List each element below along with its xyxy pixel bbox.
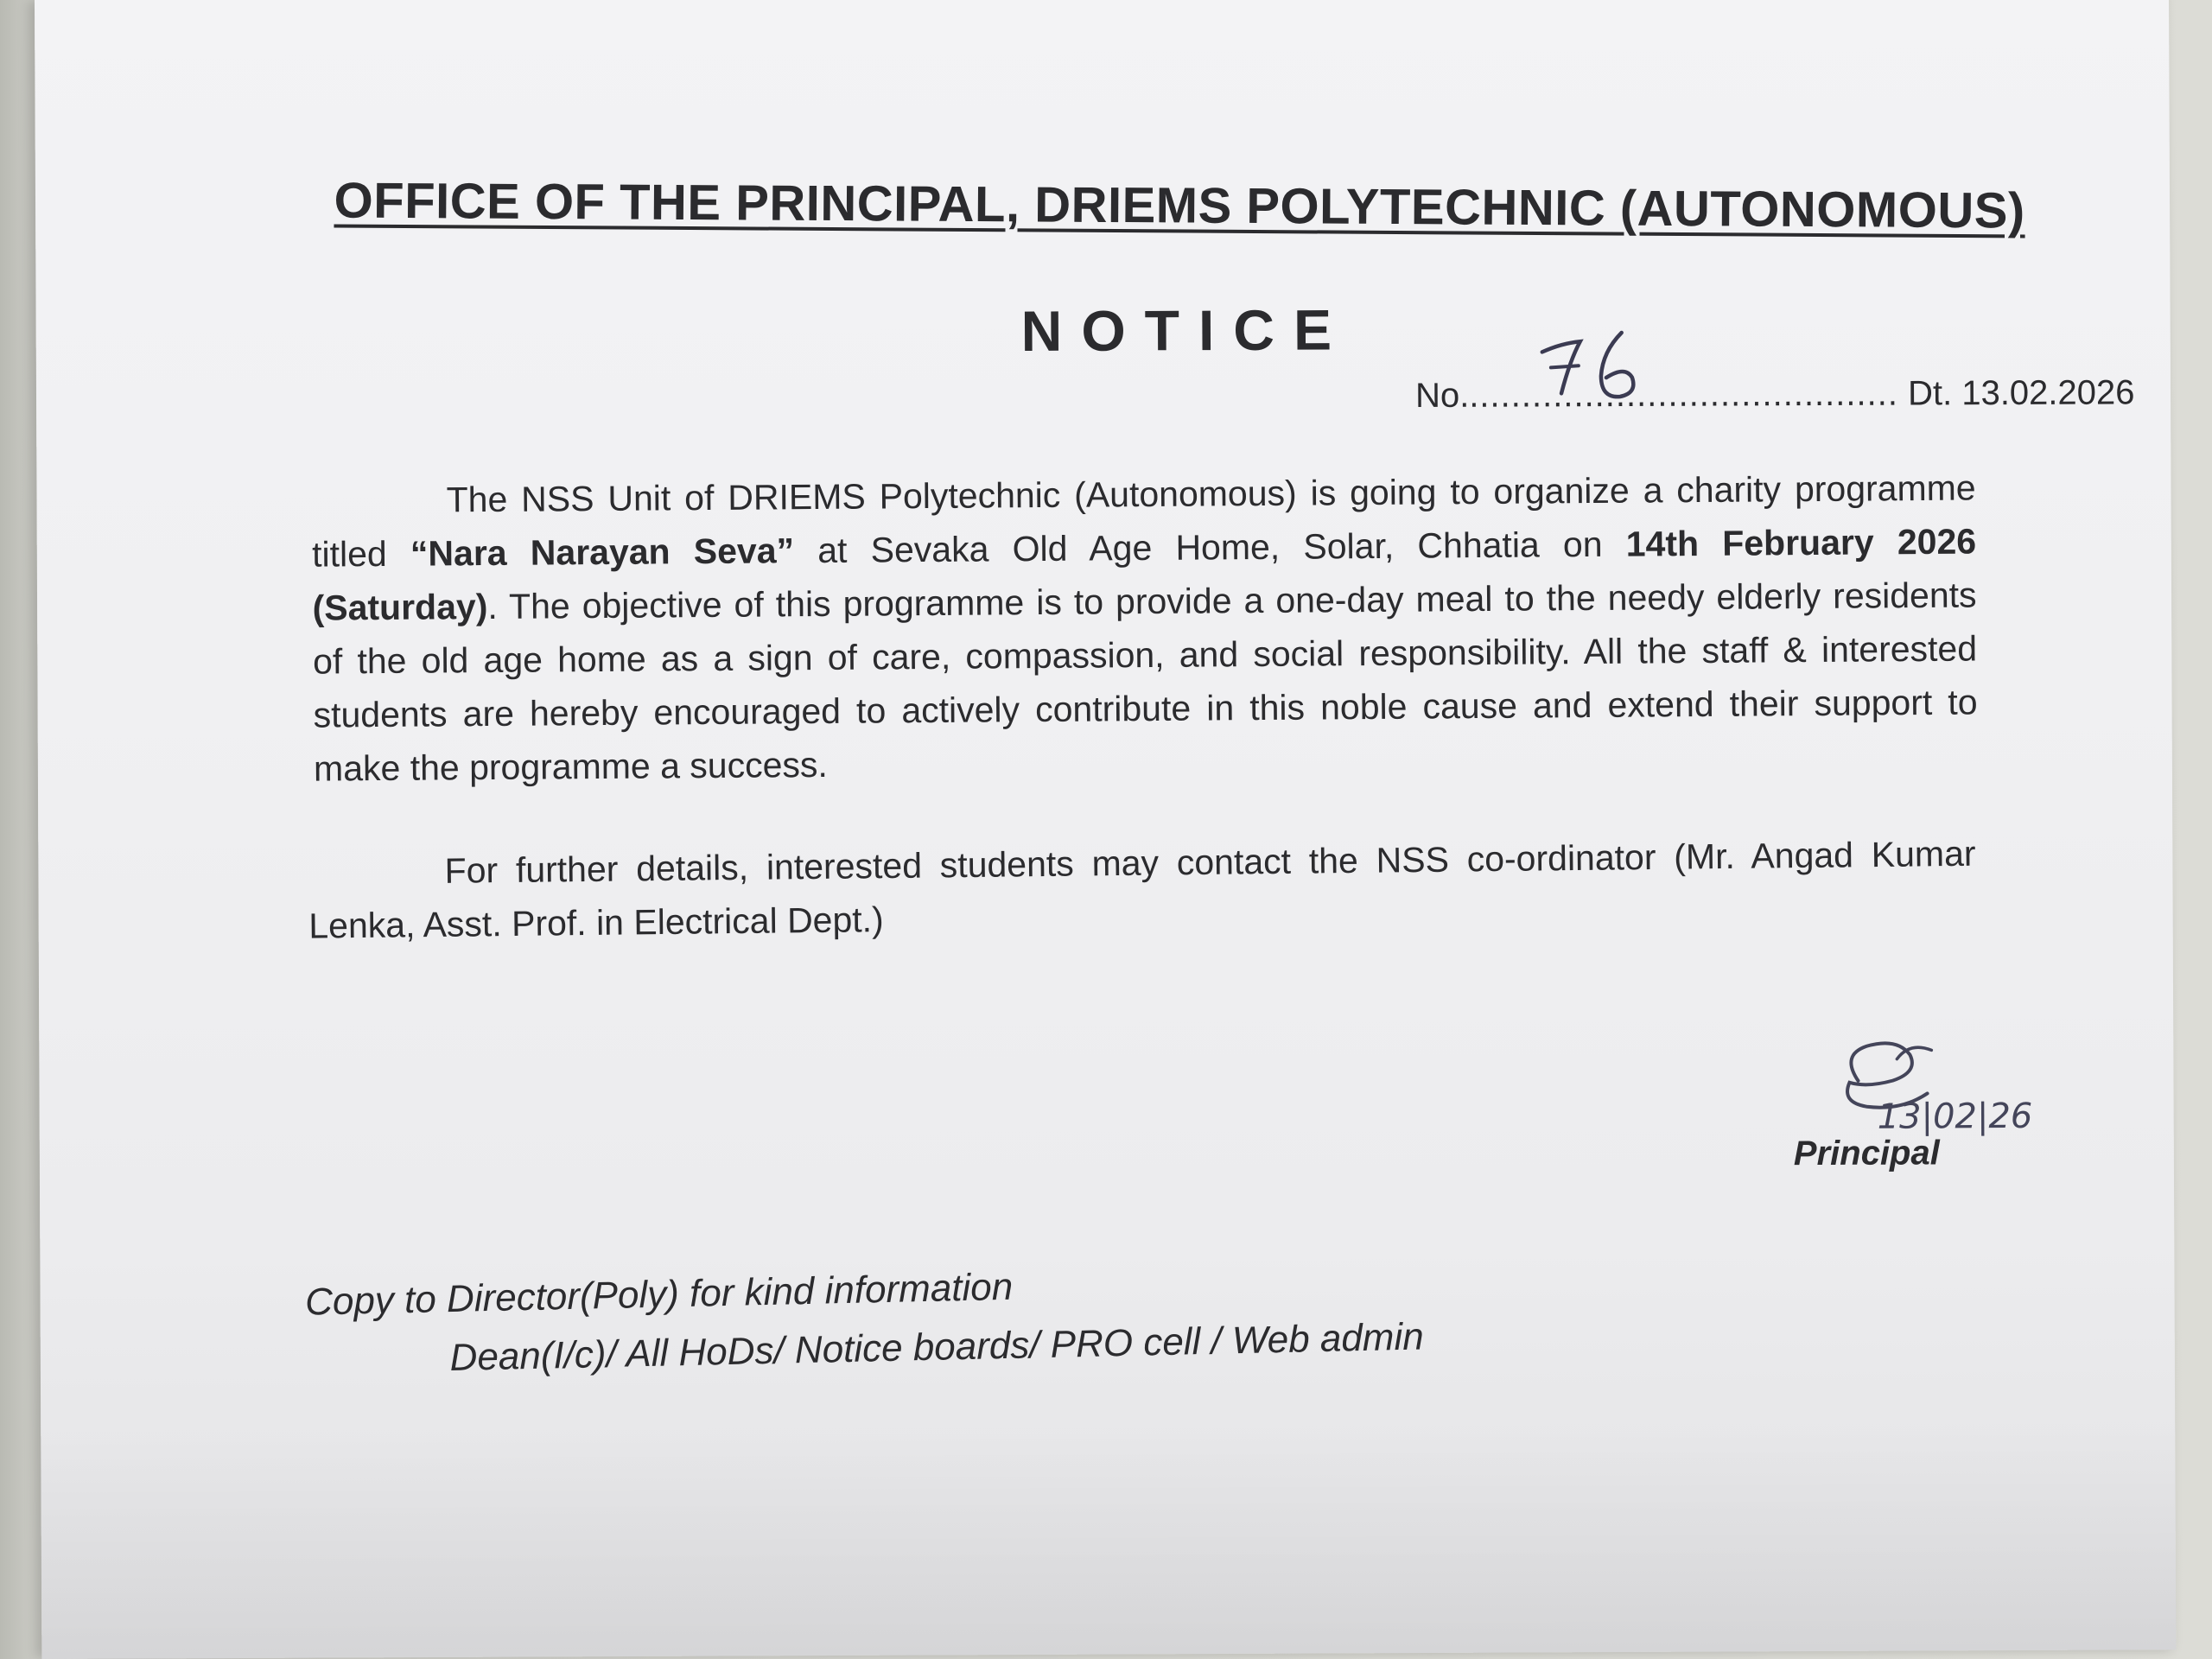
principal-signature <box>1815 1020 2075 1150</box>
paragraph-1-text-a: The NSS Unit of DRIEMS Polytechnic (Autonomous) is going to organize a charity programme titled <box>311 467 1976 575</box>
notice-title: NOTICE <box>1020 297 1351 364</box>
programme-name: “Nara Narayan Seva” <box>410 531 795 574</box>
notice-number-line <box>1415 373 2135 416</box>
paper-shadow <box>41 1425 2176 1659</box>
notice-paragraph-1 <box>311 461 1978 795</box>
copy-to-line-1: Copy to Director(Poly) for kind information <box>304 1265 1014 1324</box>
notice-date: Dt. 13.02.2026 <box>1907 373 2135 413</box>
notice-paper <box>35 0 2176 1659</box>
number-label: No. <box>1414 376 1470 416</box>
signature-date: 13|02|26 <box>1877 1096 2033 1137</box>
copy-to-block <box>304 1249 1424 1390</box>
paragraph-1-text-b: at Sevaka Old Age Home, Solar, Chhatia on <box>793 524 1626 571</box>
copy-to-line-2: Dean(I/c)/ All HoDs/ Notice boards/ PRO cell / Web admin <box>449 1315 1425 1379</box>
office-heading: OFFICE OF THE PRINCIPAL, DRIEMS POLYTECHNIC (AUTONOMOUS) <box>334 172 2025 239</box>
event-date: 14th February 2026 (Saturday) <box>312 521 1977 628</box>
number-dotted-line: ......................................... <box>1469 374 1899 415</box>
signatory-title: Principal <box>1793 1134 1940 1173</box>
notice-paragraph-2: For further details, interested students may contact the NSS co-ordinator (Mr. Angad Kumar Lenka, Asst. Prof. in Electrical Dept.) <box>308 833 1976 946</box>
paragraph-1-text-c: . The objective of this programme is to provide a one-day meal to the needy elderly residents of the old age home as a sign of care, compassion, and social responsibility. All the staff & interested students are hereby encouraged to actively contribute in this noble cause and extend their support to make the programme a success. <box>312 575 1978 789</box>
handwritten-number-76 <box>1535 326 1648 413</box>
